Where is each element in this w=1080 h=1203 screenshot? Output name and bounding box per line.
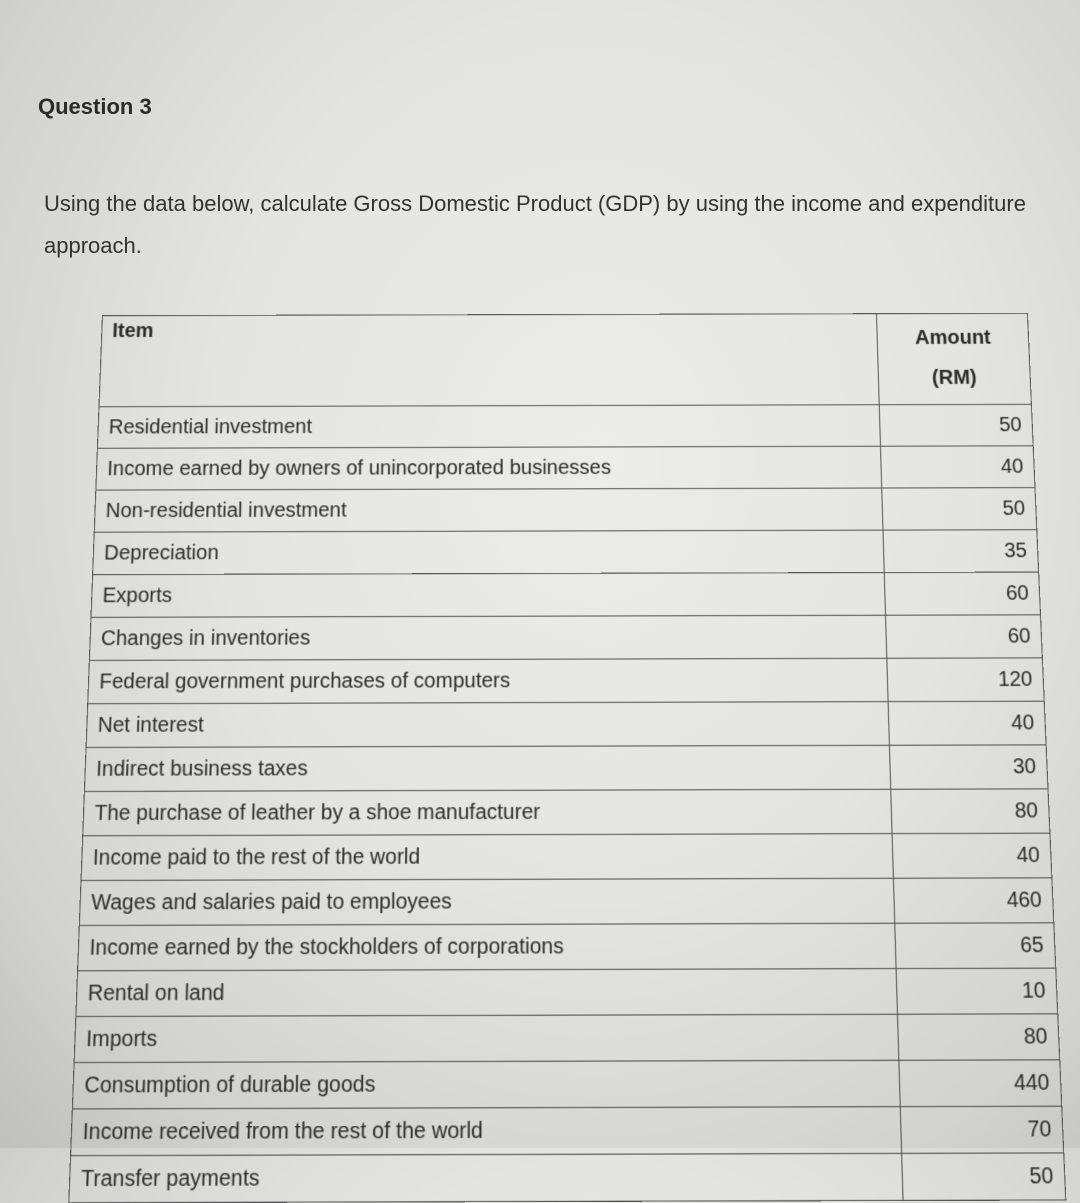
question-title: Question 3	[38, 94, 152, 119]
table-row	[94, 488, 1037, 533]
item-cell: Income paid to the rest of the world	[81, 834, 893, 881]
table-row	[88, 658, 1045, 704]
amount-cell: 80	[897, 1014, 1059, 1060]
table-row	[71, 1106, 1064, 1155]
item-cell: Federal government purchases of computers	[88, 658, 888, 703]
amount-cell: 50	[879, 404, 1033, 446]
amount-cell: 70	[900, 1106, 1063, 1153]
amount-cell: 60	[884, 572, 1040, 615]
item-cell: Residential investment	[97, 405, 880, 449]
item-cell: Indirect business taxes	[84, 745, 890, 791]
item-cell: Income received from the rest of the world	[71, 1107, 902, 1156]
table-row	[76, 968, 1058, 1016]
amount-cell: 50	[902, 1153, 1066, 1201]
item-cell: Transfer payments	[69, 1153, 903, 1202]
item-cell: Changes in inventories	[89, 615, 886, 660]
item-column-header: Item	[99, 314, 879, 407]
item-cell: Net interest	[86, 702, 889, 748]
item-cell: Depreciation	[93, 530, 885, 575]
item-cell: Exports	[91, 573, 886, 618]
amount-cell: 65	[895, 923, 1056, 969]
amount-header-unit: (RM)	[931, 366, 978, 389]
amount-cell: 440	[899, 1060, 1062, 1107]
data-table	[68, 313, 1066, 1203]
item-cell: The purchase of leather by a shoe manufacturer	[83, 789, 892, 836]
table-body	[69, 404, 1066, 1202]
table-row	[81, 833, 1052, 880]
table-row	[93, 530, 1039, 575]
table-row	[69, 1153, 1066, 1203]
amount-cell: 40	[888, 701, 1046, 745]
amount-cell: 40	[880, 446, 1035, 488]
amount-cell: 10	[896, 968, 1058, 1014]
table-row	[83, 789, 1050, 836]
amount-column-header	[876, 313, 1031, 404]
item-cell: Imports	[74, 1014, 899, 1062]
amount-cell: 30	[889, 745, 1048, 789]
table-row	[97, 404, 1033, 448]
table-row	[78, 923, 1056, 971]
table-row	[86, 701, 1046, 747]
table-row	[96, 446, 1035, 490]
amount-cell: 35	[883, 530, 1039, 573]
data-table-container	[68, 313, 1066, 1203]
item-cell: Non-residential investment	[94, 488, 883, 532]
item-cell: Consumption of durable goods	[72, 1060, 900, 1109]
item-cell: Income earned by the stockholders of corporations	[78, 923, 897, 971]
question-prompt: Using the data below, calculate Gross Domestic Product (GDP) by using the income and expenditure approach.	[44, 191, 1026, 258]
amount-cell: 80	[891, 789, 1050, 834]
table-row	[79, 878, 1053, 926]
amount-header-label: Amount	[914, 326, 992, 349]
item-cell: Income earned by owners of unincorporated businesses	[96, 446, 882, 490]
amount-cell: 60	[886, 615, 1043, 658]
table-header-row	[99, 313, 1031, 406]
item-cell: Wages and salaries paid to employees	[79, 878, 894, 925]
amount-cell: 40	[892, 833, 1052, 878]
amount-cell: 460	[893, 878, 1053, 923]
table-row	[84, 745, 1048, 792]
item-cell: Rental on land	[76, 969, 898, 1017]
amount-cell: 50	[882, 488, 1037, 531]
table-row	[72, 1060, 1061, 1109]
amount-cell: 120	[887, 658, 1044, 702]
table-row	[91, 572, 1041, 617]
table-row	[74, 1014, 1060, 1063]
table-row	[89, 615, 1042, 661]
